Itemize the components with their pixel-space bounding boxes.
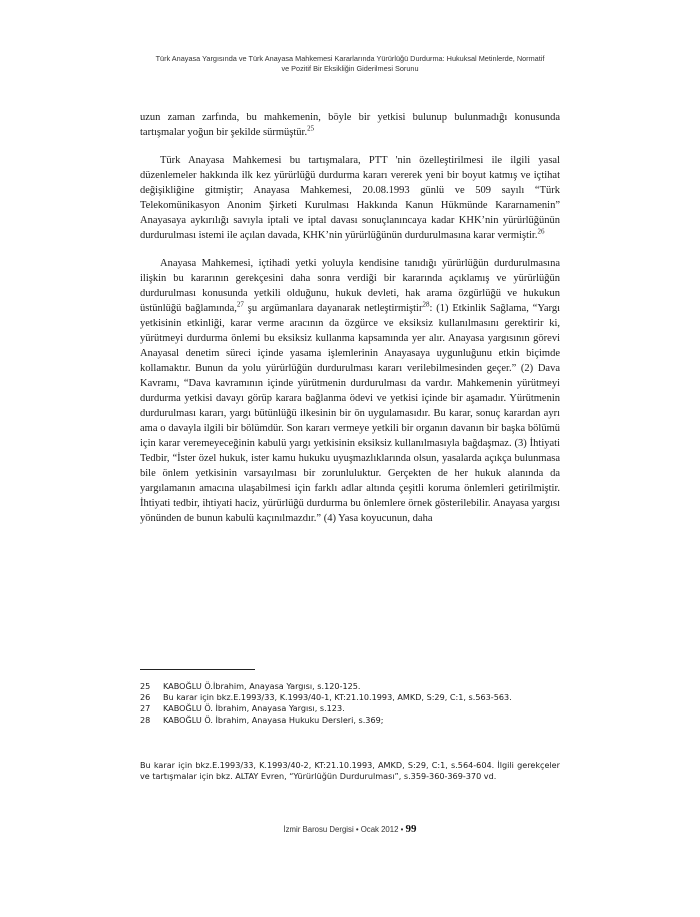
- running-head: [130, 54, 570, 74]
- footnotes: [140, 681, 560, 726]
- footnote-text: KABOĞLU Ö.İbrahim, Anayasa Yargısı, s.120-125.: [163, 681, 361, 691]
- paragraph-3-mid: şu argümanlara dayanarak netleştirmiştir: [243, 303, 423, 314]
- paragraph-3-text: Anayasa Mahkemesi, içtihadi yetki yoluyla kendisine tanıdığı yürürlüğün durdurulmasına ilişkin bu kararının gerekçesini daha sonra verdiği bir kararında açıklamış ve yürürlüğün durdurulması konusunda yetkili olduğunu, hukuk devleti, hak arama özgürlüğü ve hukukun üstünlüğü bağlamında,: [140, 258, 560, 314]
- footnote-28: [140, 715, 560, 726]
- footnote-ref-27[interactable]: 27: [236, 300, 244, 309]
- page-number: 99: [405, 823, 417, 835]
- paragraph-2-text: Türk Anayasa Mahkemesi bu tartışmalara, PTT 'nin özelleştirilmesi ile ilgili yasal düzenlemeler hakkında ilk kez yürürlüğü durdurma kararı vererek yeni bir boyut katmış ve içtihat değişikliğine gitmiştir; Anayasa Mahkemesi, 20.08.1993 günlü ve 509 sayılı “Türk Telekomünikasyon Anonim Şirketi Kurulması Hakkında Kanun Hükmünde Kararnamenin” Anayasaya aykırılığı savıyla iptali ve iptal davası sonuçlanıncaya kadar KHK’nin yürürlüğünün durdurulması istemi ile açılan davada, KHK’nin yürürlüğünün durdurulmasına karar vermiştir.: [140, 155, 560, 241]
- paragraph-1: [140, 110, 560, 140]
- footnote-ref-26[interactable]: 26: [537, 227, 545, 236]
- footnote-ref-25[interactable]: 25: [307, 124, 315, 133]
- footnote-ref-28[interactable]: 28: [422, 300, 430, 309]
- footnote-26: [140, 692, 560, 703]
- footnote-25: [140, 681, 560, 692]
- paragraph-3-tail: : (1) Etkinlik Sağlama, “Yargı yetkisinin etkinliği, karar verme aracının da özgürce ve eksiksiz kullanılmasını gerektirir ki, yürütmeyi durdurma önlemi bu eksiksiz kullanma kapsamında yer alır. Anayasa yargısının görevi Anayasal denetim süreci içinde yasama işlemlerinin Anayasaya uygunluğunu etkin biçimde kollamaktır. Bunun da yolu yürürlüğün durdurulması kararı verilebilmesinden geçer.” (2) Dava Kavramı, “Dava kavramının içinde yürütmenin durdurulması da vardır. Mahkemenin yürütmeyi durdurma yetkisi davayı görüp karara bağlanma ödevi ve yetkisi içinde bir aşamadır. Yürütmenin durdurulması kararı, yargı bütünlüğü ilkesinin bir ön uygulamasıdır. Bu karar, sonuç karardan ayrı ama o davayla ilgili bir bölümdür. Son kararı vermeye yetkili bir organın davanın bir başka bölümü için karar veremeyeceğinin kabulü yargı yetkisinin eksiksiz kullanılmasıyla bağdaşmaz. (3) İhtiyati Tedbir, “İster özel hukuk, ister kamu hukuku uyuşmazlıklarında olsun, yasalarda açıkça bulunmasa bile önlem yetkisinin varsayılması bir zorunluluktur. Gerçekten de her hukuk alanında da yargılamanın amacına ulaşabilmesi için farklı adlar altında çeşitli koruma önlemleri getirilmiştir. İhtiyati tedbir, ihtiyati haciz, yürürlüğü durdurma bu önlemlere örnek gösterilebilir. Anayasa yargısı yönünden de bunun kabulü kaçınılmazdır.” (4) Yasa koyucunun, daha: [140, 303, 561, 524]
- footnote-text: KABOĞLU Ö. İbrahim, Anayasa Hukuku Dersleri, s.369;: [163, 714, 384, 725]
- footnote-number: 27: [140, 703, 151, 714]
- footnote-number: 26: [140, 692, 151, 703]
- paragraph-1-text: uzun zaman zarfında, bu mahkemenin, böyle bir yetkisi bulunup bulunmadığı konusunda tartışmalar yoğun bir şekilde sürmüştür.: [140, 112, 560, 138]
- running-head-line-1: Türk Anayasa Yargısında ve Türk Anayasa Mahkemesi Kararlarında Yürürlüğü Durdurma: Hukuksal Metinlerde, Normatif: [155, 54, 545, 63]
- footnote-continuation: Bu karar için bkz.E.1993/33, K.1993/40-2, KT:21.10.1993, AMKD, S:29, C:1, s.564-604. İlgili gerekçeler ve tartışmalar için bkz. ALTAY Evren, “Yürürlüğün Durdurulması”, s.359-360-369-370 vd.: [140, 760, 560, 782]
- footnote-number: 25: [140, 681, 151, 691]
- journal-name: İzmir Barosu Dergisi • Ocak 2012 •: [283, 825, 404, 834]
- paragraph-2: [140, 153, 560, 243]
- footnote-text: KABOĞLU Ö. İbrahim, Anayasa Yargısı, s.123.: [163, 703, 345, 714]
- page-footer: [0, 823, 700, 835]
- footnote-separator: [140, 669, 255, 670]
- paragraph-3: [140, 256, 560, 526]
- footnote-text: Bu karar için bkz.E.1993/33, K.1993/40-1, KT:21.10.1993, AMKD, S:29, C:1, s.563-563.: [163, 692, 512, 703]
- running-head-line-2: ve Pozitif Bir Eksikliğin Giderilmesi Sorunu: [281, 64, 419, 73]
- body-text: [140, 110, 560, 539]
- footnote-number: 28: [140, 714, 151, 725]
- footnote-27: [140, 703, 560, 714]
